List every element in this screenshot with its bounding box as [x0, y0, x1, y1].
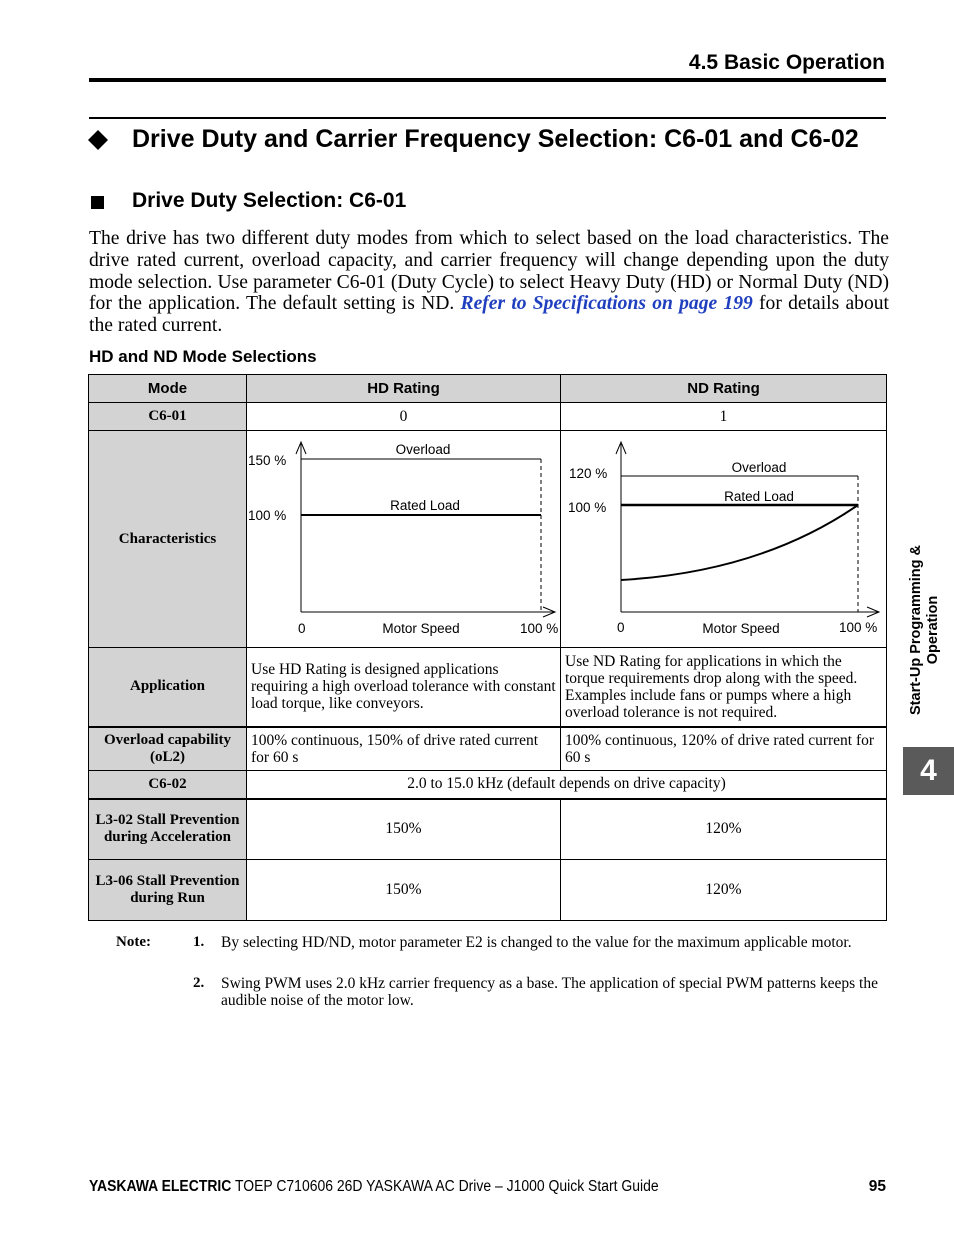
note-label: Note: — [116, 934, 151, 950]
l302-nd-value: 120% — [561, 799, 887, 860]
hd-characteristics-chart — [247, 432, 561, 647]
row-label-c601: C6-01 — [89, 403, 247, 431]
footer — [89, 1178, 659, 1196]
body-paragraph — [89, 228, 889, 337]
l302-hd-value: 150% — [247, 799, 561, 860]
hd-motor-speed-label: Motor Speed — [382, 620, 460, 636]
c602-value: 2.0 to 15.0 kHz (default depends on drive capacity) — [247, 771, 887, 799]
row-label-characteristics: Characteristics — [89, 431, 247, 648]
header-nd-rating: ND Rating — [561, 375, 887, 403]
specifications-link[interactable]: Refer to Specifications on page 199 — [460, 293, 753, 315]
table-row-l302 — [89, 799, 887, 860]
row-label-l302: L3-02 Stall Prevention during Acceleration — [89, 799, 247, 860]
hd-150pct-label: 150 % — [248, 452, 287, 468]
nd-variable-torque-curve — [621, 505, 858, 580]
table-row-characteristics — [89, 431, 887, 648]
nd-chart-cell — [561, 431, 887, 648]
hd-rated-load-label: Rated Load — [390, 497, 460, 513]
table-row-c601 — [89, 403, 887, 431]
nd-overload-label: Overload — [731, 459, 787, 475]
nd-x-zero-label: 0 — [617, 619, 625, 635]
table-header-row — [89, 375, 887, 403]
nd-motor-speed-label: Motor Speed — [702, 620, 780, 636]
table-row-c602 — [89, 771, 887, 799]
l306-hd-value: 150% — [247, 860, 561, 921]
note-text-1: By selecting HD/ND, motor parameter E2 is changed to the value for the maximum applicable motor. — [221, 934, 852, 951]
page-number: 95 — [868, 1178, 886, 1195]
body-text-2: for details about the rated current. — [89, 293, 889, 337]
c601-hd-value: 0 — [247, 403, 561, 431]
row-label-overload: Overload capability (oL2) — [89, 727, 247, 771]
hd-100pct-label: 100 % — [248, 507, 287, 523]
table-row-overload — [89, 727, 887, 771]
mode-selection-table — [88, 374, 887, 921]
row-label-application: Application — [89, 648, 247, 727]
table-title: HD and ND Mode Selections — [89, 347, 317, 366]
note-number-2: 2. — [193, 975, 205, 991]
footer-brand: YASKAWA ELECTRIC — [89, 1178, 232, 1195]
nd-characteristics-chart — [561, 432, 887, 647]
nd-x-max-label: 100 % — [839, 619, 878, 635]
header-hd-rating: HD Rating — [247, 375, 561, 403]
footer-doc-title: TOEP C710606 26D YASKAWA AC Drive – J1000 Quick Start Guide — [234, 1178, 659, 1195]
hd-x-max-label: 100 % — [520, 620, 559, 636]
l306-nd-value: 120% — [561, 860, 887, 921]
hd-overload-label: Overload — [395, 441, 451, 457]
diamond-bullet-icon — [88, 130, 108, 150]
hd-chart-cell — [247, 431, 561, 648]
nd-100pct-label: 100 % — [568, 499, 607, 515]
section-rule — [89, 117, 886, 119]
note-text-2: Swing PWM uses 2.0 kHz carrier frequency as a base. The application of special PWM patterns keeps the audible noise of the motor low. — [221, 975, 878, 1009]
body-text-1: The drive has two different duty modes from which to select based on the load characteristics. The drive rated current, overload capacity, and carrier frequency will change depending upon the duty mode selection. Use parameter C6-01 (Duty Cycle) to select Heavy Duty (HD) or Normal Duty (ND) for the application. The default setting is ND. — [89, 228, 889, 315]
header-mode: Mode — [89, 375, 247, 403]
page-header-title: 4.5 Basic Operation — [688, 51, 885, 74]
table-row-application — [89, 648, 887, 727]
c601-nd-value: 1 — [561, 403, 887, 431]
section-title: Drive Duty and Carrier Frequency Selection: C6-01 and C6-02 — [132, 125, 859, 153]
hd-x-zero-label: 0 — [298, 620, 306, 636]
nd-rated-load-label: Rated Load — [724, 488, 794, 504]
row-label-c602: C6-02 — [89, 771, 247, 799]
chapter-number-tab: 4 — [903, 747, 954, 795]
side-tab-label: Start-Up Programming & Operation — [908, 544, 941, 715]
square-bullet-icon — [91, 196, 104, 209]
header-rule — [89, 78, 886, 82]
row-label-l306: L3-06 Stall Prevention during Run — [89, 860, 247, 921]
overload-hd-text: 100% continuous, 150% of drive rated current for 60 s — [247, 727, 561, 771]
side-tab — [903, 532, 947, 727]
subsection-title: Drive Duty Selection: C6-01 — [132, 189, 407, 212]
note-number-1: 1. — [193, 934, 205, 950]
table-row-l306 — [89, 860, 887, 921]
overload-nd-text: 100% continuous, 120% of drive rated current for 60 s — [561, 727, 887, 771]
application-hd-text: Use HD Rating is designed applications requiring a high overload tolerance with constant load torque, like conveyors. — [247, 648, 561, 727]
nd-120pct-label: 120 % — [569, 465, 608, 481]
application-nd-text: Use ND Rating for applications in which the torque requirements drop along with the speed. Examples include fans or pumps where a high overload tolerance is not required. — [561, 648, 887, 727]
